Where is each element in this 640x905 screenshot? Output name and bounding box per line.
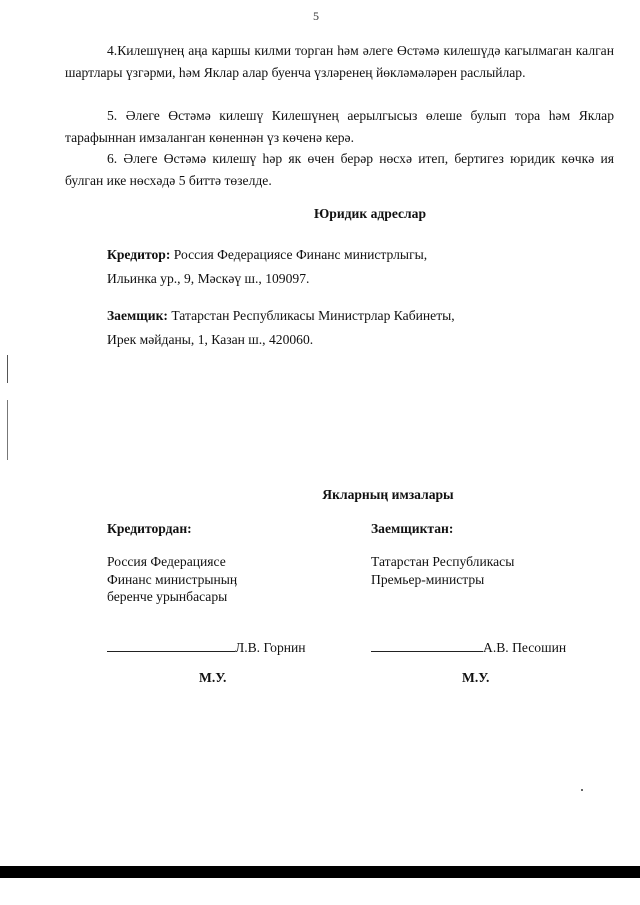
creditor-signer-title [107,553,237,606]
page-number: 5 [313,9,319,23]
creditor-signature-heading: Кредитордан: [107,521,192,536]
borrower-line [107,304,627,328]
addresses-heading: Юридик адреслар [313,206,427,221]
borrower-address: Ирек мәйданы, 1, Казан ш., 420060. [107,332,314,347]
borrower-signature-line [371,637,566,656]
borrower-title-line: Татарстан Республикасы [371,554,515,569]
creditor-line [107,243,627,267]
paragraph-5: 5. Әлеге Өстәмә килешү Килешүнең аерылгысыз өлеше булып тора һәм Яклар тарафыннан имзаланган көненнән үз көченә керә. [65,108,614,145]
borrower-signature-heading: Заемщиктан: [371,521,454,536]
creditor-title-line: Россия Федерациясе [107,554,226,569]
signature-blank [371,637,483,652]
creditor-address-block [107,243,627,291]
creditor-title-line: беренче урынбасары [107,589,228,604]
creditor-name: Россия Федерациясе Финанс министрлыгы, [173,247,428,262]
borrower-signer-title [371,553,514,588]
creditor-signer-name: Л.В. Горнин [235,640,306,655]
borrower-signer-name: А.В. Песошин [483,640,567,655]
creditor-seal-mark: М.У. [199,670,227,685]
scan-edge-mark [7,355,8,383]
borrower-label: Заемщик: [107,308,168,323]
scan-speck [581,789,583,791]
paragraph-4: 4.Килешүнең аңа каршы килми торган һәм әлеге Өстәмә килешүдә кагылмаган калган шартлары үзгәрми, һәм Яклар алар буенча үзләренең йөкләмәләрен раслыйлар. [65,43,614,80]
borrower-name: Татарстан Республикасы Министрлар Кабинеты, [171,308,455,323]
creditor-title-line: Финанс министрыныӊ [107,571,238,587]
creditor-address: Ильинка ур., 9, Мәскәү ш., 109097. [107,271,310,286]
scan-bottom-border [0,866,640,878]
paragraph-6: 6. Әлеге Өстәмә килешү һәр як өчен берәр нөсхә итеп, бертигез юридик көчкә ия булган ике нөсхәдә 5 биттә төзелде. [65,151,614,188]
creditor-signature-line [107,637,306,656]
signature-blank [107,637,235,652]
signatures-heading: Якларның имзалары [322,487,454,502]
borrower-title-line: Премьер-министры [371,571,485,587]
borrower-address-block [107,304,627,352]
creditor-label: Кредитор: [107,247,171,262]
borrower-seal-mark: М.У. [462,670,490,685]
scan-edge-mark [7,400,8,460]
